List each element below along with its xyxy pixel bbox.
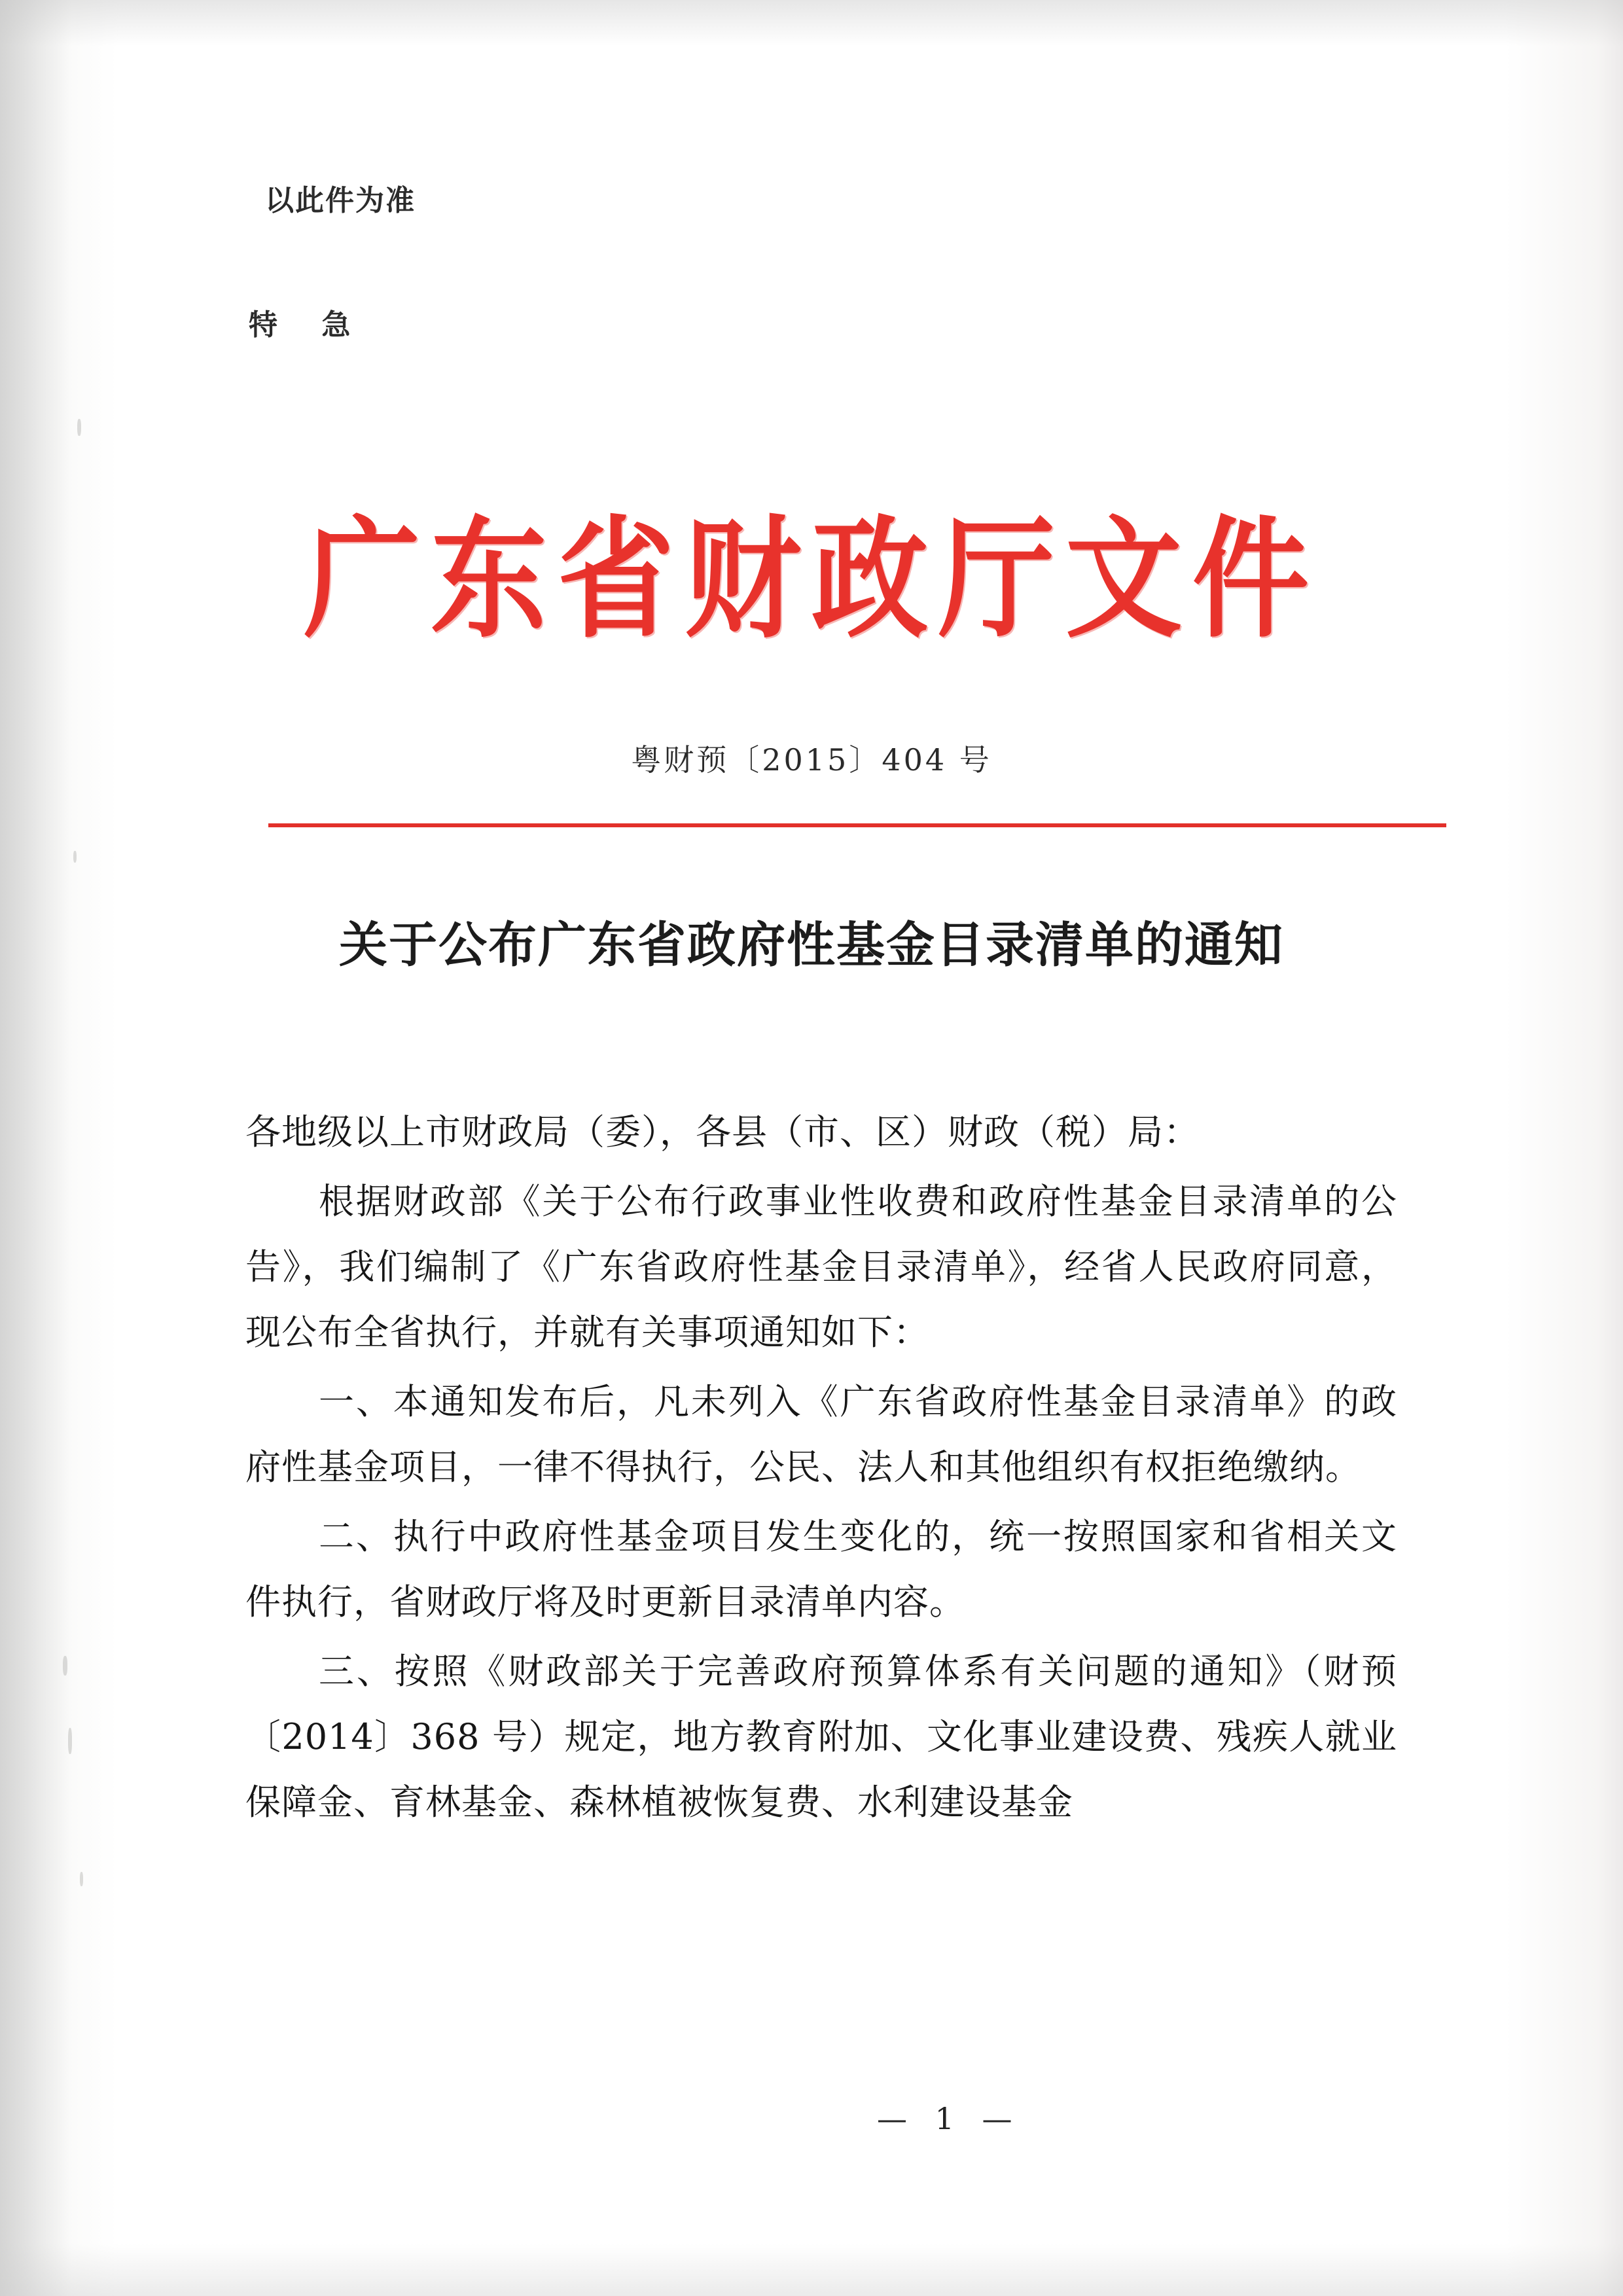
page-footer [0,2101,1623,2136]
document-number: 粤财预〔2015〕404 号 [631,742,992,778]
recipients-line: 各地级以上市财政局（委），各县（市、区）财政（税）局： [245,1111,1200,1153]
body-paragraph-2: 一、本通知发布后，凡未列入《广东省政府性基金目录清单》的政府性基金项目，一律不得执行，公民、法人和其他组织有权拒绝缴纳。 [245,1381,1397,1488]
urgency-marking: 特 急 [249,308,368,342]
document-body [245,1100,1397,1839]
body-paragraph-4: 三、按照《财政部关于完善政府预算体系有关问题的通知》（财预〔2014〕368 号）规定，地方教育附加、文化事业建设费、残疾人就业保障金、育林基金、森林植被恢复费、水利建设基金 [245,1651,1397,1823]
body-paragraph-3: 二、执行中政府性基金项目发生变化的，统一按照国家和省相关文件执行，省财政厅将及时更新目录清单内容。 [245,1516,1397,1623]
document-title: 关于公布广东省政府性基金目录清单的通知 [339,917,1284,973]
red-divider-rule [268,823,1446,827]
masthead-title: 广东省财政厅文件 [304,503,1319,656]
stamp-note-text: 以此件为准 [265,184,416,217]
body-paragraph-1: 根据财政部《关于公布行政事业性收费和政府性基金目录清单的公告》，我们编制了《广东省政府性基金目录清单》，经省人民政府同意，现公布全省执行，并就有关事项通知如下： [245,1181,1397,1353]
page-number: — 1 — [877,2101,1022,2136]
